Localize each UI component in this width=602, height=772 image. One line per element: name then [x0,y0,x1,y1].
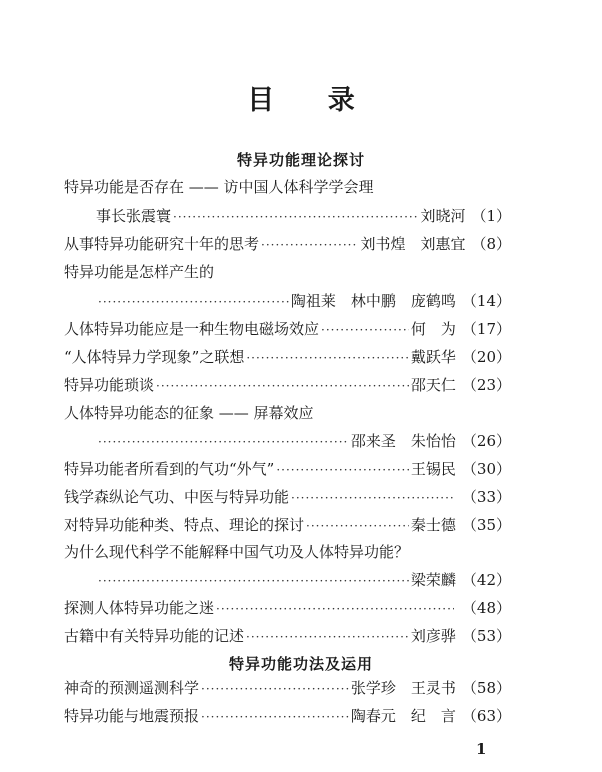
toc-leader-dots [201,679,349,699]
section-heading-methods: 特异功能功法及运用 [228,655,373,673]
toc-entry-page: （23） [461,376,511,394]
toc-leader-dots [201,707,349,727]
toc-entry-page: （30） [461,460,511,478]
toc-entry-title: 特异功能是怎样产生的 [64,263,215,281]
toc-leader-dots [291,488,454,508]
toc-leader-dots [98,292,289,312]
toc-leader-dots [98,571,409,591]
toc-entry-title: “人体特异力学现象”之联想 [64,348,245,366]
toc-entry-line [64,598,511,619]
toc-entry-author: 梁荣麟 [410,571,456,589]
toc-entry-line [64,403,424,423]
toc-entry-line [64,487,511,508]
toc-entry-title: 古籍中有关特异功能的记述 [64,627,245,645]
toc-entry-line [64,262,364,282]
page-title: 目 录 [247,85,377,116]
toc-entry-page: （63） [461,707,511,725]
section-heading-theory: 特异功能理论探讨 [236,151,365,169]
toc-entry-page: （42） [461,571,511,589]
toc-leader-dots [98,432,349,452]
toc-entry-author: 刘书煌 刘惠宜 [360,235,466,253]
toc-entry-line [96,291,511,312]
toc-leader-dots [276,460,409,480]
toc-entry-line [64,542,511,562]
toc-entry-line [96,206,511,227]
toc-entry-page: （58） [461,679,511,697]
toc-entry-line [64,234,511,255]
toc-entry-author: 陶春元 纪 言 [350,707,456,725]
toc-entry-page: （14） [461,292,511,310]
toc-entry-title: 探测人体特异功能之迷 [64,599,215,617]
toc-entry-page: （26） [461,432,511,450]
toc-entry-title: 对特异功能种类、特点、理论的探讨 [64,516,305,534]
toc-entry-line [64,626,511,647]
toc-entry-author: 刘彦骅 [410,627,456,645]
toc-entry-line [64,177,424,197]
toc-entry-author: 邵天仁 [410,376,456,394]
toc-entry-title: 特异功能是否存在 —— 访中国人体科学学会理 [64,178,374,196]
toc-entry-page: （8） [471,235,511,253]
toc-entry-title: 人体特异功能应是一种生物电磁场效应 [64,320,320,338]
toc-entry-page: （20） [461,348,511,366]
toc-entry-page: （35） [461,516,511,534]
toc-leader-dots [246,627,409,647]
toc-leader-dots [216,599,454,619]
toc-leader-dots [261,235,358,255]
toc-entry-author: 张学珍 王灵书 [350,679,456,697]
toc-entry-title: 钱学森纵论气功、中医与特异功能 [64,488,290,506]
toc-leader-dots [246,348,409,368]
toc-leader-dots [306,516,409,536]
toc-entry-title: 特异功能者所看到的气功“外气” [64,460,275,478]
toc-entry-title: 为什么现代科学不能解释中国气功及人体特异功能？ [64,543,410,561]
toc-entry-page: （53） [461,627,511,645]
toc-entry-line [64,515,511,536]
toc-entry-author: 秦士德 [410,516,456,534]
toc-entry-title: 特异功能琐谈 [64,376,155,394]
toc-entry-author: 刘晓河 [420,207,466,225]
toc-entry-line [64,706,511,727]
toc-entry-title: 事长张震寰 [96,207,172,225]
page-number: 1 [476,740,487,758]
toc-entry-author: 王锡民 [410,460,456,478]
toc-leader-dots [321,320,409,340]
toc-entry-line [64,347,511,368]
toc-leader-dots [156,376,409,396]
toc-entry-page: （1） [471,207,511,225]
toc-entry-title: 从事特异功能研究十年的思考 [64,235,260,253]
toc-entry-title: 人体特异功能态的征象 —— 屏幕效应 [64,404,314,422]
toc-entry-page: （33） [461,488,511,506]
toc-entry-page: （48） [461,599,511,617]
toc-entry-author: 戴跃华 [410,348,456,366]
toc-entry-title: 特异功能与地震预报 [64,707,200,725]
toc-entry-author: 陶祖莱 林中鹏 庞鹤鸣 [290,292,456,310]
toc-entry-line [64,459,511,480]
toc-entry-author: 何 为 [410,320,456,338]
toc-entry-line [64,375,511,396]
toc-entry-line [64,319,511,340]
toc-entry-author: 邵来圣 朱怡怡 [350,432,456,450]
toc-entry-line [96,570,511,591]
toc-entry-line [96,431,511,452]
toc-entry-title: 神奇的预测遥测科学 [64,679,200,697]
toc-leader-dots [173,207,418,227]
toc-entry-line [64,678,511,699]
toc-entry-page: （17） [461,320,511,338]
